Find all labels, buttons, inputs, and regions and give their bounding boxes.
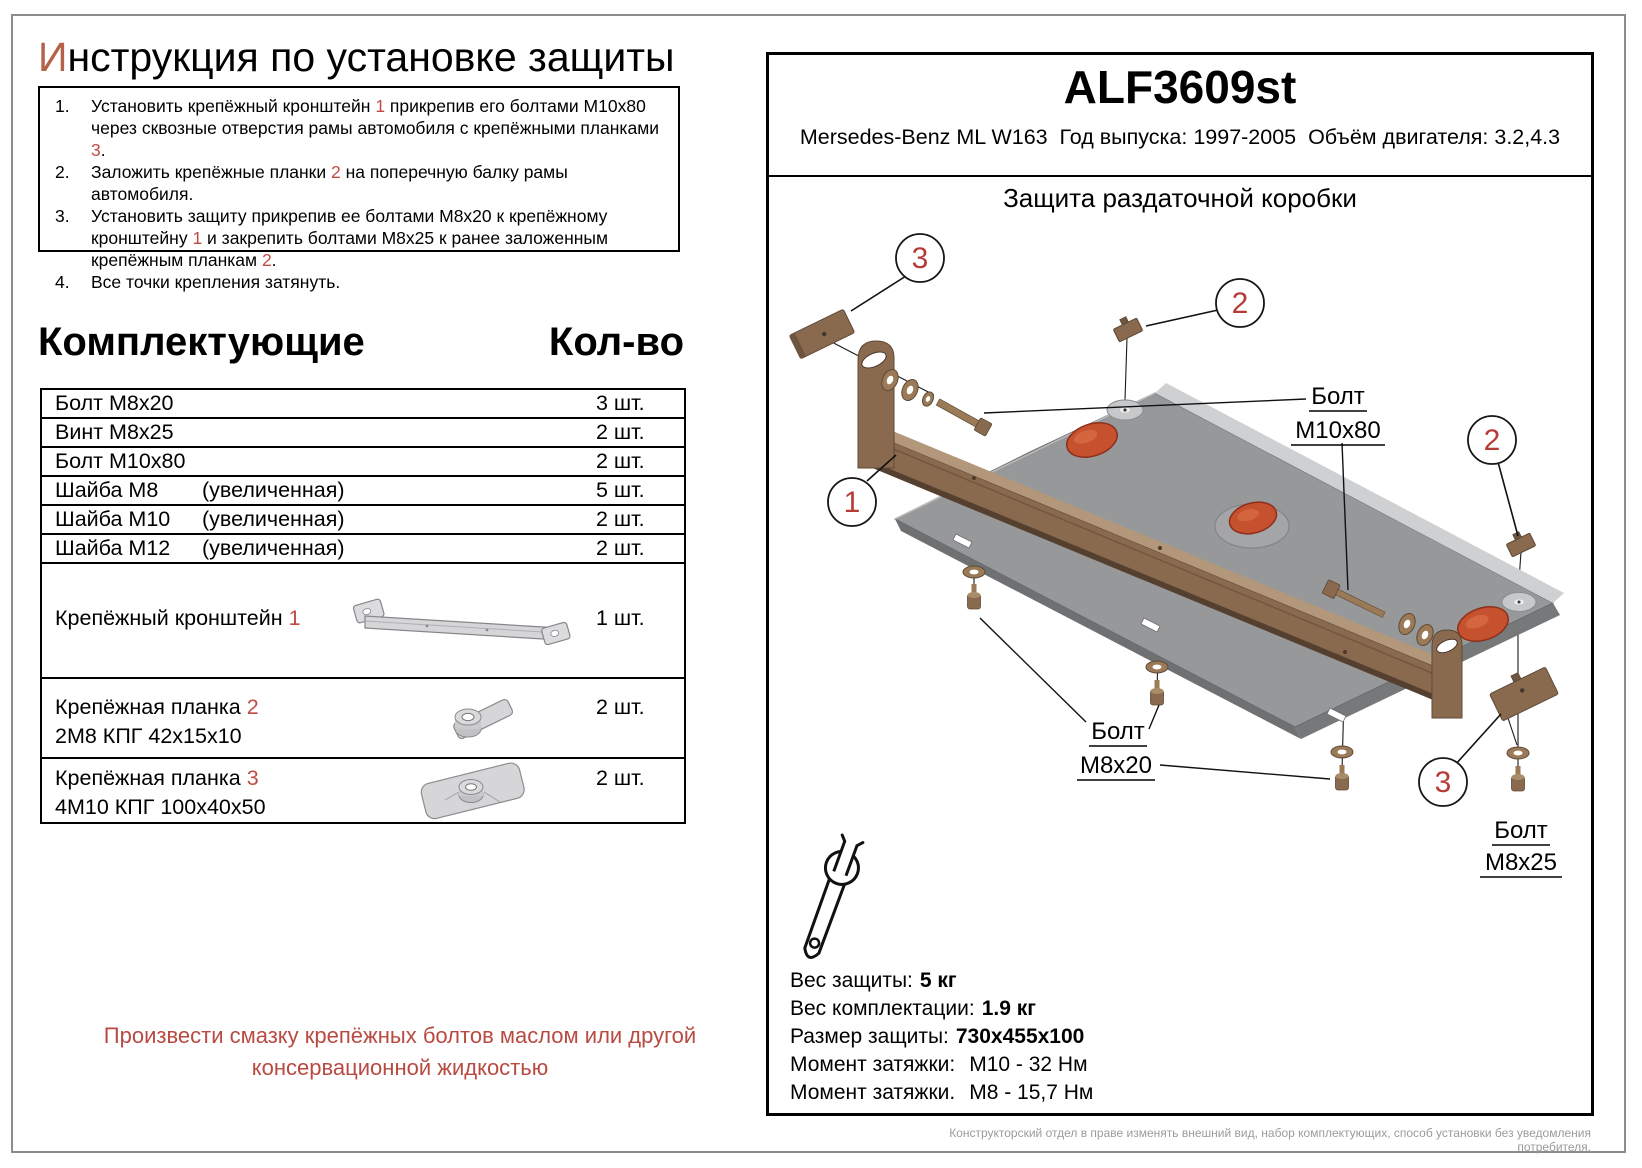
plate2-part-image xyxy=(437,687,525,749)
part-qty: 2 шт. xyxy=(596,695,645,719)
bracket-part-image xyxy=(347,596,577,651)
bolt-m8x20 xyxy=(1331,746,1353,790)
red-ref-number: 3 xyxy=(246,766,259,790)
part-qty: 2 шт. xyxy=(596,536,645,560)
callout-number: 2 xyxy=(1483,424,1501,457)
step-number: 1. xyxy=(55,96,70,116)
red-ref-number: 2 xyxy=(261,250,272,270)
disclaimer-footer: Конструкторский отдел в праве изменять внешний вид, набор комплектующих, способ установки без уведомления потребителя. xyxy=(949,1126,1591,1154)
spec-label: Момент затяжки. xyxy=(790,1081,956,1104)
spec-label: Размер защиты: xyxy=(790,1025,949,1048)
bolt-m10x80-left xyxy=(879,367,992,436)
part-qty: 2 шт. xyxy=(596,420,645,444)
spec-value: М8 - 15,7 Нм xyxy=(969,1081,1094,1104)
spec-value: 1.9 кг xyxy=(981,997,1036,1020)
part-name: Шайба М12 xyxy=(55,536,171,560)
spec-row xyxy=(790,1023,1093,1051)
spec-label: Момент затяжки: xyxy=(790,1053,956,1076)
table-row xyxy=(42,506,684,535)
clamp-plate-2-top xyxy=(1111,313,1143,342)
bolt-label-line: М8х20 xyxy=(1079,752,1153,779)
product-subtitle: Защита раздаточной коробки xyxy=(1003,183,1357,213)
spec-list xyxy=(790,967,1093,1107)
step-number: 4. xyxy=(55,272,70,292)
wrench-icon xyxy=(794,833,868,963)
skid-plate xyxy=(895,383,1564,739)
callout-number: 3 xyxy=(911,242,929,275)
bolt-label-line: Болт xyxy=(1091,718,1145,745)
lubrication-note: Произвести смазку крепёжных болтов маслом или другой консервационной жидкостью xyxy=(103,1023,697,1080)
spec-row xyxy=(790,995,1093,1023)
part-name: Шайба М8 xyxy=(55,478,159,502)
red-ref-number: 1 xyxy=(192,228,203,248)
title-first-letter: И xyxy=(38,34,68,80)
bolt-label-line: М10х80 xyxy=(1295,417,1381,444)
instruction-item xyxy=(40,205,678,271)
part-qty: 1 шт. xyxy=(596,606,645,630)
part-qty: 2 шт. xyxy=(596,507,645,531)
spec-value: 5 кг xyxy=(919,969,957,992)
spec-row xyxy=(790,1051,1093,1079)
spec-value: М10 - 32 Нм xyxy=(969,1053,1088,1076)
instruction-item xyxy=(40,161,678,205)
clamp-plate-3-bottom xyxy=(1486,661,1558,721)
product-code: ALF3609st xyxy=(1063,61,1297,113)
exploded-view-diagram xyxy=(769,210,1591,965)
table-row-bracket xyxy=(42,564,684,679)
spec-row xyxy=(790,967,1093,995)
part-name: Шайба М10 xyxy=(55,507,171,531)
callout-number: 1 xyxy=(843,486,861,519)
bolt-m8x25 xyxy=(1507,747,1529,791)
clamp-plate-3-top xyxy=(789,309,854,359)
table-row xyxy=(42,390,684,419)
part-note: (увеличенная) xyxy=(202,507,345,531)
table-row xyxy=(42,448,684,477)
product-panel xyxy=(766,52,1594,1116)
instruction-item xyxy=(40,95,678,161)
part-name: Крепёжная планка 2 xyxy=(55,695,259,719)
spec-label: Вес комплектации: xyxy=(790,997,975,1020)
part-name: Крепёжный кронштейн 1 xyxy=(55,606,301,630)
part-name: Винт М8х25 xyxy=(55,420,174,444)
part-note: (увеличенная) xyxy=(202,536,345,560)
bolt-label-line: М8х25 xyxy=(1484,849,1558,876)
components-table xyxy=(40,388,686,824)
part-name: Болт М10х80 xyxy=(55,449,186,473)
bolt-label-line: Болт xyxy=(1311,383,1365,410)
step-text: Установить крепёжный кронштейн 1 прикрепив его болтами М10х80 через сквозные отверстия рамы автомобиля с крепёжными планками 3. xyxy=(91,96,659,160)
callout-number: 3 xyxy=(1434,766,1452,799)
spec-value: 730х455х100 xyxy=(955,1025,1085,1048)
red-ref-number: 1 xyxy=(375,96,386,116)
table-row xyxy=(42,535,684,564)
vehicle-info: Mersedes-Benz ML W163 Год выпуска: 1997-2005 Объём двигателя: 3.2,4.3 xyxy=(799,125,1561,149)
callout-number: 2 xyxy=(1231,287,1249,320)
plate3-part-image xyxy=(415,761,533,821)
part-name: Болт М8х20 xyxy=(55,391,174,415)
part-note: (увеличенная) xyxy=(202,478,345,502)
part-qty: 3 шт. xyxy=(596,391,645,415)
bolt-m8x20 xyxy=(1146,661,1168,705)
title-rest: нструкция по установке защиты xyxy=(67,34,675,80)
step-text: Установить защиту прикрепив ее болтами М8х20 к крепёжному кронштейну 1 и закрепить болтами М8х25 к ранее заложенным крепёжным планкам 2. xyxy=(91,206,609,270)
table-row xyxy=(42,477,684,506)
page-title xyxy=(38,34,675,81)
spec-row xyxy=(790,1079,1093,1107)
red-ref-number: 3 xyxy=(91,140,101,160)
part-qty: 2 шт. xyxy=(596,449,645,473)
step-number: 3. xyxy=(55,206,70,226)
part-qty: 5 шт. xyxy=(596,478,645,502)
installation-steps-box xyxy=(38,86,680,292)
step-text: Заложить крепёжные планки 2 на поперечную балку рамы автомобиля. xyxy=(91,162,568,204)
table-row xyxy=(42,419,684,448)
qty-heading: Кол-во xyxy=(548,320,684,364)
clamp-plate-2-right xyxy=(1504,528,1536,557)
table-row-plate-2 xyxy=(42,679,684,759)
step-text: Все точки крепления затянуть. xyxy=(91,272,341,292)
red-ref-number: 1 xyxy=(288,606,301,630)
part-spec: 4М10 КПГ 100х40х50 xyxy=(55,795,266,819)
part-spec: 2М8 КПГ 42х15х10 xyxy=(55,724,242,748)
components-heading: Комплектующие xyxy=(38,320,365,364)
step-number: 2. xyxy=(55,162,70,182)
table-row-plate-3 xyxy=(42,759,684,822)
spec-label: Вес защиты: xyxy=(790,969,913,992)
bolt-m8x20 xyxy=(963,566,985,609)
red-ref-number: 2 xyxy=(246,695,259,719)
red-ref-number: 2 xyxy=(330,162,341,182)
part-qty: 2 шт. xyxy=(596,766,645,790)
instruction-item xyxy=(40,271,678,293)
bolt-label-line: Болт xyxy=(1494,817,1548,844)
part-name: Крепёжная планка 3 xyxy=(55,766,259,790)
header-divider xyxy=(769,175,1591,177)
